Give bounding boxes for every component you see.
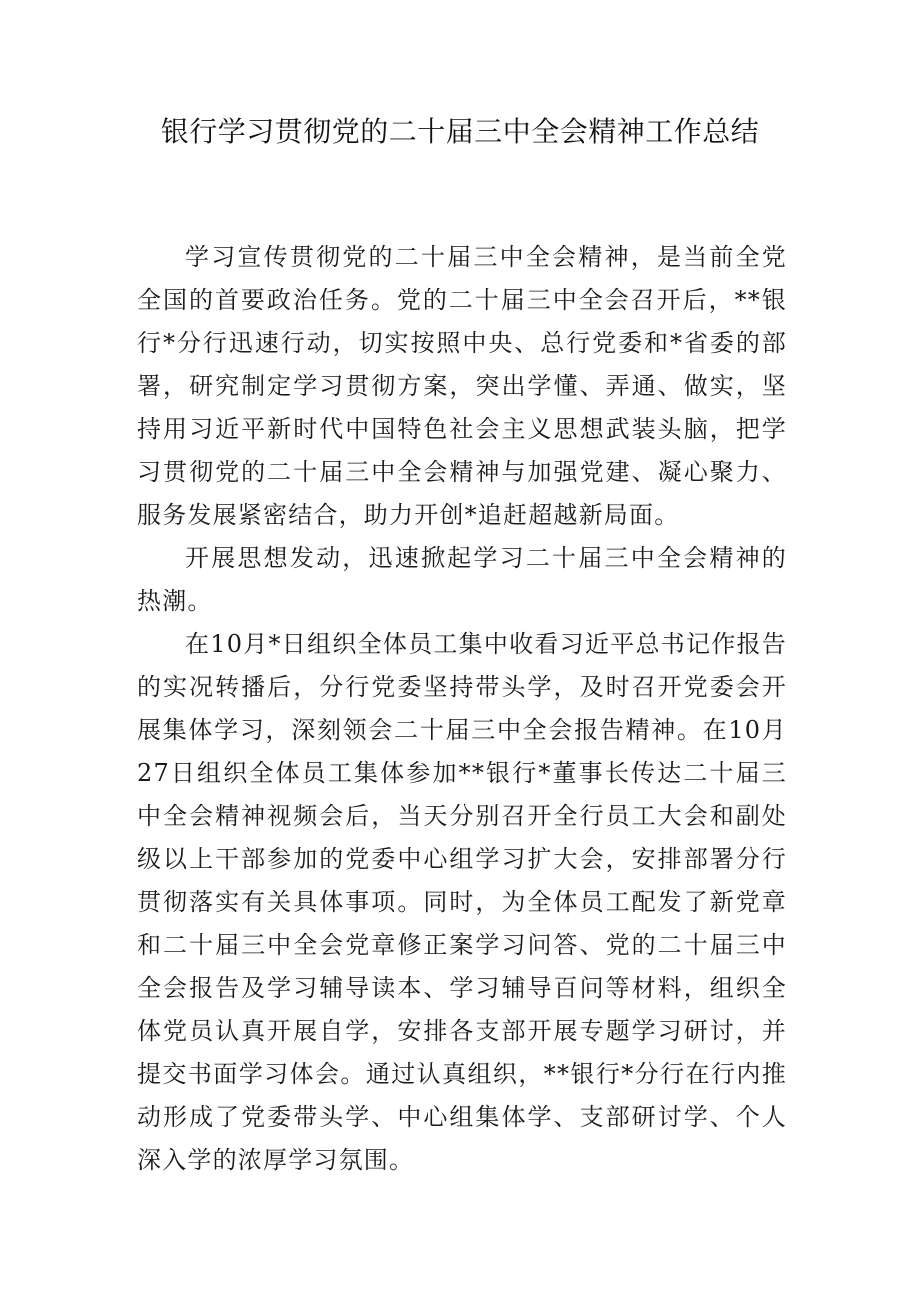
document-title: 银行学习贯彻党的二十届三中全会精神工作总结	[160, 115, 760, 148]
paragraph-study-details: 在10月*日组织全体员工集中收看习近平总书记作报告的实况转播后，分行党委坚持带头学，及时召开党委会开展集体学习，深刻领会二十届三中全会报告精神。在10月27日组织全体员工集体参加**银行*董事长传达二十届三中全会精神视频会后，当天分别召开全行员工大会和副处级以上干部参加的党委中心组学习扩大会，安排部署分行贯彻落实有关具体事项。同时，为全体员工配发了新党章和二十届三中全会党章修正案学习问答、党的二十届三中全会报告及学习辅导读本、学习辅导百问等材料，组织全体党员认真开展自学，安排各支部开展专题学习研讨，并提交书面学习体会。通过认真组织，**银行*分行在行内推动形成了党委带头学、中心组集体学、支部研讨学、个人深入学的浓厚学习氛围。	[137, 630, 787, 1174]
paragraph-heading-mobilization: 开展思想发动，迅速掀起学习二十届三中全会精神的热潮。	[137, 544, 787, 615]
document-body	[137, 236, 787, 1182]
paragraph-intro: 学习宣传贯彻党的二十届三中全会精神，是当前全党全国的首要政治任务。党的二十届三中全会召开后，**银行*分行迅速行动，切实按照中央、总行党委和*省委的部署，研究制定学习贯彻方案，突出学懂、弄通、做实，坚持用习近平新时代中国特色社会主义思想武装头脑，把学习贯彻党的二十届三中全会精神与加强党建、凝心聚力、服务发展紧密结合，助力开创*追赶超越新局面。	[137, 243, 787, 529]
